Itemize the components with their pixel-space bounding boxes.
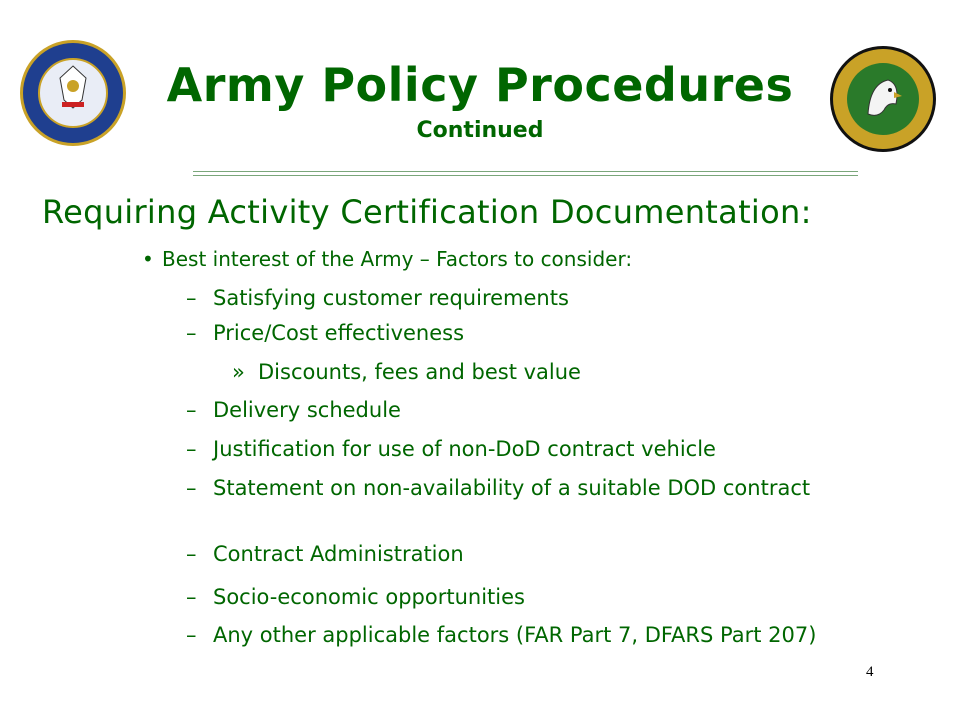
list-item: – Justification for use of non-DoD contract vehicle [186, 437, 716, 461]
title-divider-bottom [193, 175, 858, 176]
list-item: – Socio-economic opportunities [186, 585, 525, 609]
sub-list-item: » Discounts, fees and best value [232, 360, 581, 384]
page-title: Army Policy Procedures [166, 58, 794, 112]
list-item: – Price/Cost effectiveness [186, 321, 465, 345]
list-item: – Contract Administration [186, 542, 464, 566]
list-item: – Statement on non-availability of a suitable DOD contract [186, 476, 811, 500]
bullet-dot: • [142, 247, 154, 271]
bullet-text: Best interest of the Army – Factors to consider: [162, 247, 633, 271]
bullet-point [142, 247, 632, 271]
page-number: 4 [866, 664, 874, 680]
list-item: – Satisfying customer requirements [186, 286, 569, 310]
page-subtitle: Continued [416, 118, 544, 143]
list-item: – Any other applicable factors (FAR Part 7, DFARS Part 207) [186, 623, 817, 647]
section-heading: Requiring Activity Certification Documentation: [42, 193, 812, 231]
list-item: – Delivery schedule [186, 398, 401, 422]
title-divider-top [193, 171, 858, 172]
